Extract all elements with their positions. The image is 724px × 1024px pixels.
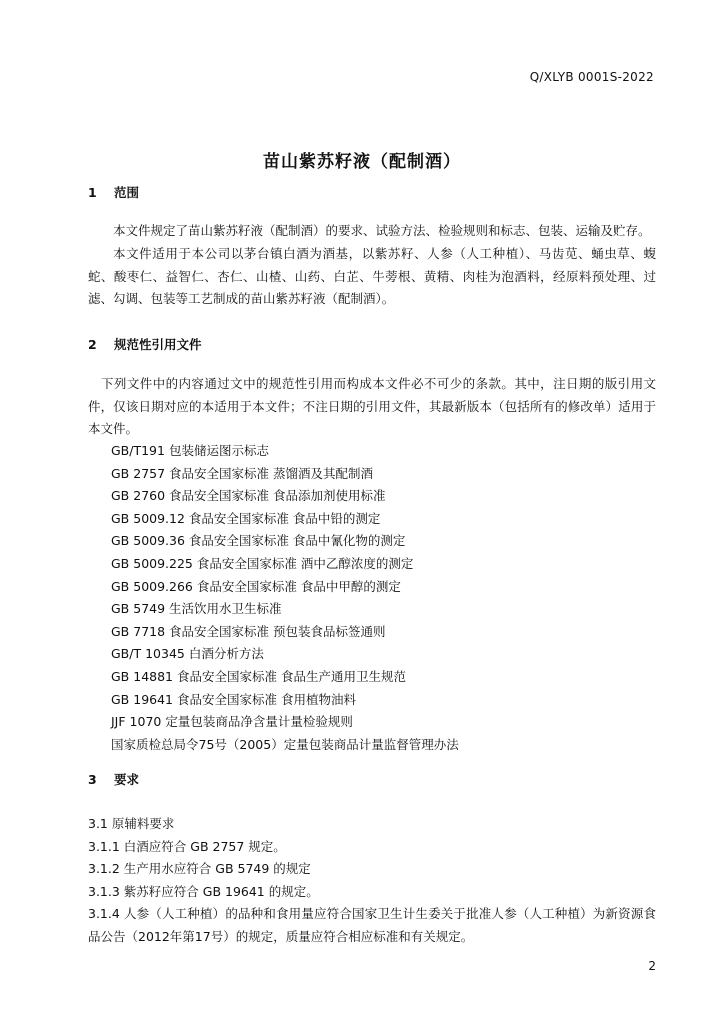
- requirement-lines: [88, 813, 656, 903]
- requirement-line: 3.1.2 生产用水应符合 GB 5749 的规定: [88, 861, 311, 877]
- section-heading-requirements: [88, 770, 139, 788]
- reference-item: GB 5009.12 食品安全国家标准 食品中铅的测定: [111, 510, 381, 526]
- reference-item: GB 5749 生活饮用水卫生标准: [111, 601, 282, 617]
- reference-item: GB 2757 食品安全国家标准 蒸馏酒及其配制酒: [111, 465, 373, 481]
- requirement-line: 3.1.1 白酒应符合 GB 2757 规定。: [88, 838, 286, 854]
- section-number: 2: [88, 337, 97, 352]
- reference-item: GB 5009.36 食品安全国家标准 食品中氰化物的测定: [111, 533, 406, 549]
- requirement-line: 3.1.3 紫苏籽应符合 GB 19641 的规定。: [88, 883, 319, 899]
- reference-item: GB 5009.225 食品安全国家标准 酒中乙醇浓度的测定: [111, 555, 414, 571]
- scope-paragraph-1: 本文件规定了苗山紫苏籽液（配制酒）的要求、试验方法、检验规则和标志、包装、运输及贮存。: [113, 223, 651, 238]
- page-number: 2: [648, 959, 656, 973]
- reference-item: GB/T191 包装储运图示标志: [111, 443, 269, 458]
- section-heading-normative-references: [88, 335, 202, 353]
- section-heading-scope: [88, 183, 139, 201]
- requirement-3-1-4: 3.1.4 人参（人工种植）的品种和食用量应符合国家卫生计生委关于批准人参（人工种植）为新资源食品公告（2012年第17号）的规定，质量应符合相应标准和有关规定。: [88, 906, 656, 944]
- section-title: 规范性引用文件: [114, 337, 202, 352]
- document-code: Q/XLYB 0001S-2022: [529, 70, 654, 84]
- reference-item: GB 7718 食品安全国家标准 预包装食品标签通则: [111, 623, 386, 639]
- reference-item: GB 2760 食品安全国家标准 食品添加剂使用标准: [111, 488, 386, 504]
- section-title: 要求: [114, 772, 140, 787]
- reference-list: [111, 440, 459, 756]
- reference-item: GB/T 10345 白酒分析方法: [111, 646, 264, 662]
- section-number: 3: [88, 772, 97, 787]
- reference-item: 国家质检总局令75号（2005）定量包装商品计量监督管理办法: [111, 736, 459, 752]
- requirement-line: 3.1 原辅料要求: [88, 816, 175, 831]
- reference-item: GB 14881 食品安全国家标准 食品生产通用卫生规范: [111, 668, 406, 684]
- scope-paragraph-2: 本文件适用于本公司以茅台镇白酒为酒基，以紫苏籽、人参（人工种植）、马齿苋、蛹虫草、蝮蛇、酸枣仁、益智仁、杏仁、山楂、山药、白芷、牛蒡根、黄精、肉桂为泡酒料，经原料预处理、过滤、勾调、包装等工艺制成的苗山紫苏籽液（配制酒）。: [88, 246, 656, 306]
- document-title: 苗山紫苏籽液（配制酒）: [263, 152, 461, 172]
- reference-item: GB 19641 食品安全国家标准 食用植物油料: [111, 691, 356, 707]
- reference-item: GB 5009.266 食品安全国家标准 食品中甲醇的测定: [111, 578, 401, 594]
- reference-item: JJF 1070 定量包装商品净含量计量检验规则: [111, 714, 353, 730]
- normative-intro-paragraph: 下列文件中的内容通过文中的规范性引用而构成本文件必不可少的条款。其中，注日期的版引用文件，仅该日期对应的本适用于本文件；不注日期的引用文件，其最新版本（包括所有的修改单）适用于本文件。: [88, 376, 656, 436]
- section-number: 1: [88, 185, 97, 200]
- section-title: 范围: [114, 185, 140, 200]
